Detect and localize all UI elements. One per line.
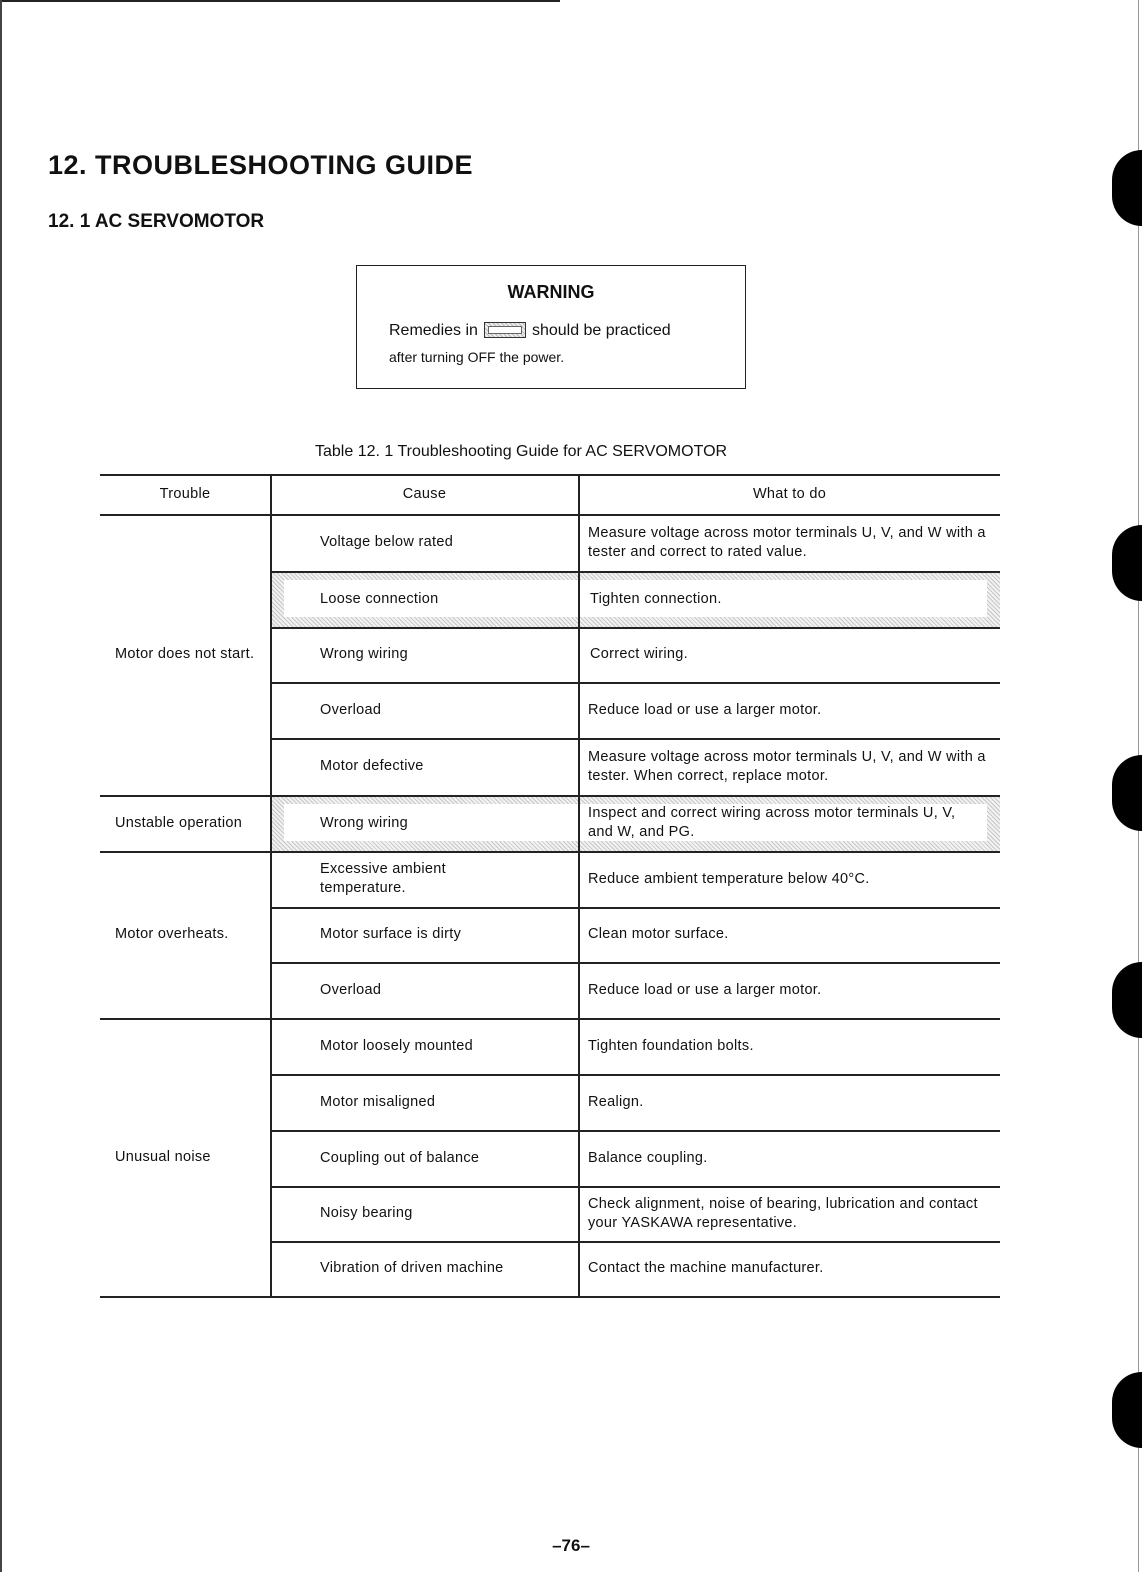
trouble-cell: Unusual noise <box>115 1148 211 1165</box>
remedy-cell: Reduce load or use a larger motor. <box>588 981 822 998</box>
warning-text-before: Remedies in <box>389 322 478 339</box>
cause-cell: Motor loosely mounted <box>320 1037 473 1054</box>
page-number: –76– <box>552 1536 590 1555</box>
cause-cell: Loose connection <box>320 590 439 607</box>
remedy-cell: Clean motor surface. <box>588 926 729 942</box>
header-trouble: Trouble <box>159 485 211 502</box>
section-title: 12. TROUBLESHOOTING GUIDE <box>48 150 474 180</box>
cause-cell: Voltage below rated <box>320 534 454 550</box>
warning-box <box>356 265 746 389</box>
cause-cell: Coupling out of balance <box>320 1149 480 1166</box>
remedy-cell: Inspect and correct wiring across motor terminals U, V, and W, and PG. <box>588 805 956 840</box>
binder-hole-mark <box>1112 962 1142 1038</box>
header-what-to-do: What to do <box>752 485 827 502</box>
table-rule <box>100 1296 1000 1298</box>
trouble-cell: Motor does not start. <box>115 646 255 662</box>
remedy-cell: Check alignment, noise of bearing, lubrication and contact your YASKAWA representative. <box>588 1195 978 1231</box>
binder-hole-mark <box>1112 1372 1142 1448</box>
cause-cell: Overload <box>320 981 382 998</box>
cause-cell: Noisy bearing <box>320 1205 413 1221</box>
subsection-title: 12. 1 AC SERVOMOTOR <box>48 211 265 232</box>
cause-cell: Wrong wiring <box>320 814 408 831</box>
remedy-cell: Measure voltage across motor terminals U, V, and W with a tester and correct to rated value. <box>588 524 986 560</box>
cause-cell: Vibration of driven machine <box>320 1260 504 1276</box>
binder-hole-mark <box>1112 150 1142 226</box>
remedy-cell: Tighten connection. <box>590 590 722 607</box>
remedy-cell: Measure voltage across motor terminals U, V, and W with a tester. When correct, replace motor. <box>588 748 986 784</box>
remedy-cell: Balance coupling. <box>588 1149 708 1166</box>
cause-cell: Motor surface is dirty <box>320 926 462 942</box>
remedy-cell: Reduce load or use a larger motor. <box>588 701 822 718</box>
binder-hole-mark <box>1112 755 1142 831</box>
warning-text-after: should be practiced <box>531 322 671 339</box>
page-border <box>0 0 2 1572</box>
warning-text-line2: after turning OFF the power. <box>389 349 565 365</box>
remedy-cell: Contact the machine manufacturer. <box>588 1260 824 1276</box>
table-column-rule <box>270 474 272 1297</box>
trouble-cell: Unstable operation <box>115 814 243 831</box>
warning-title: WARNING <box>507 282 595 302</box>
binder-hole-mark <box>1112 525 1142 601</box>
remedy-cell: Reduce ambient temperature below 40°C. <box>588 870 870 887</box>
cause-cell: Motor defective <box>320 758 424 774</box>
cause-cell: Motor misaligned <box>320 1093 436 1110</box>
trouble-cell: Motor overheats. <box>115 926 229 942</box>
remedy-cell: Realign. <box>588 1093 644 1110</box>
table-column-rule <box>578 474 580 1297</box>
header-cause: Cause <box>402 485 447 502</box>
shaded-box-icon <box>484 322 526 338</box>
remedy-cell: Correct wiring. <box>590 646 688 662</box>
table-caption: Table 12. 1 Troubleshooting Guide for AC SERVOMOTOR <box>315 443 728 460</box>
cause-cell: Wrong wiring <box>320 646 408 662</box>
page-border <box>0 0 560 2</box>
warning-text <box>389 322 671 340</box>
cause-cell: Excessive ambient temperature. <box>320 861 446 896</box>
remedy-cell: Tighten foundation bolts. <box>588 1037 754 1054</box>
cause-cell: Overload <box>320 701 382 718</box>
